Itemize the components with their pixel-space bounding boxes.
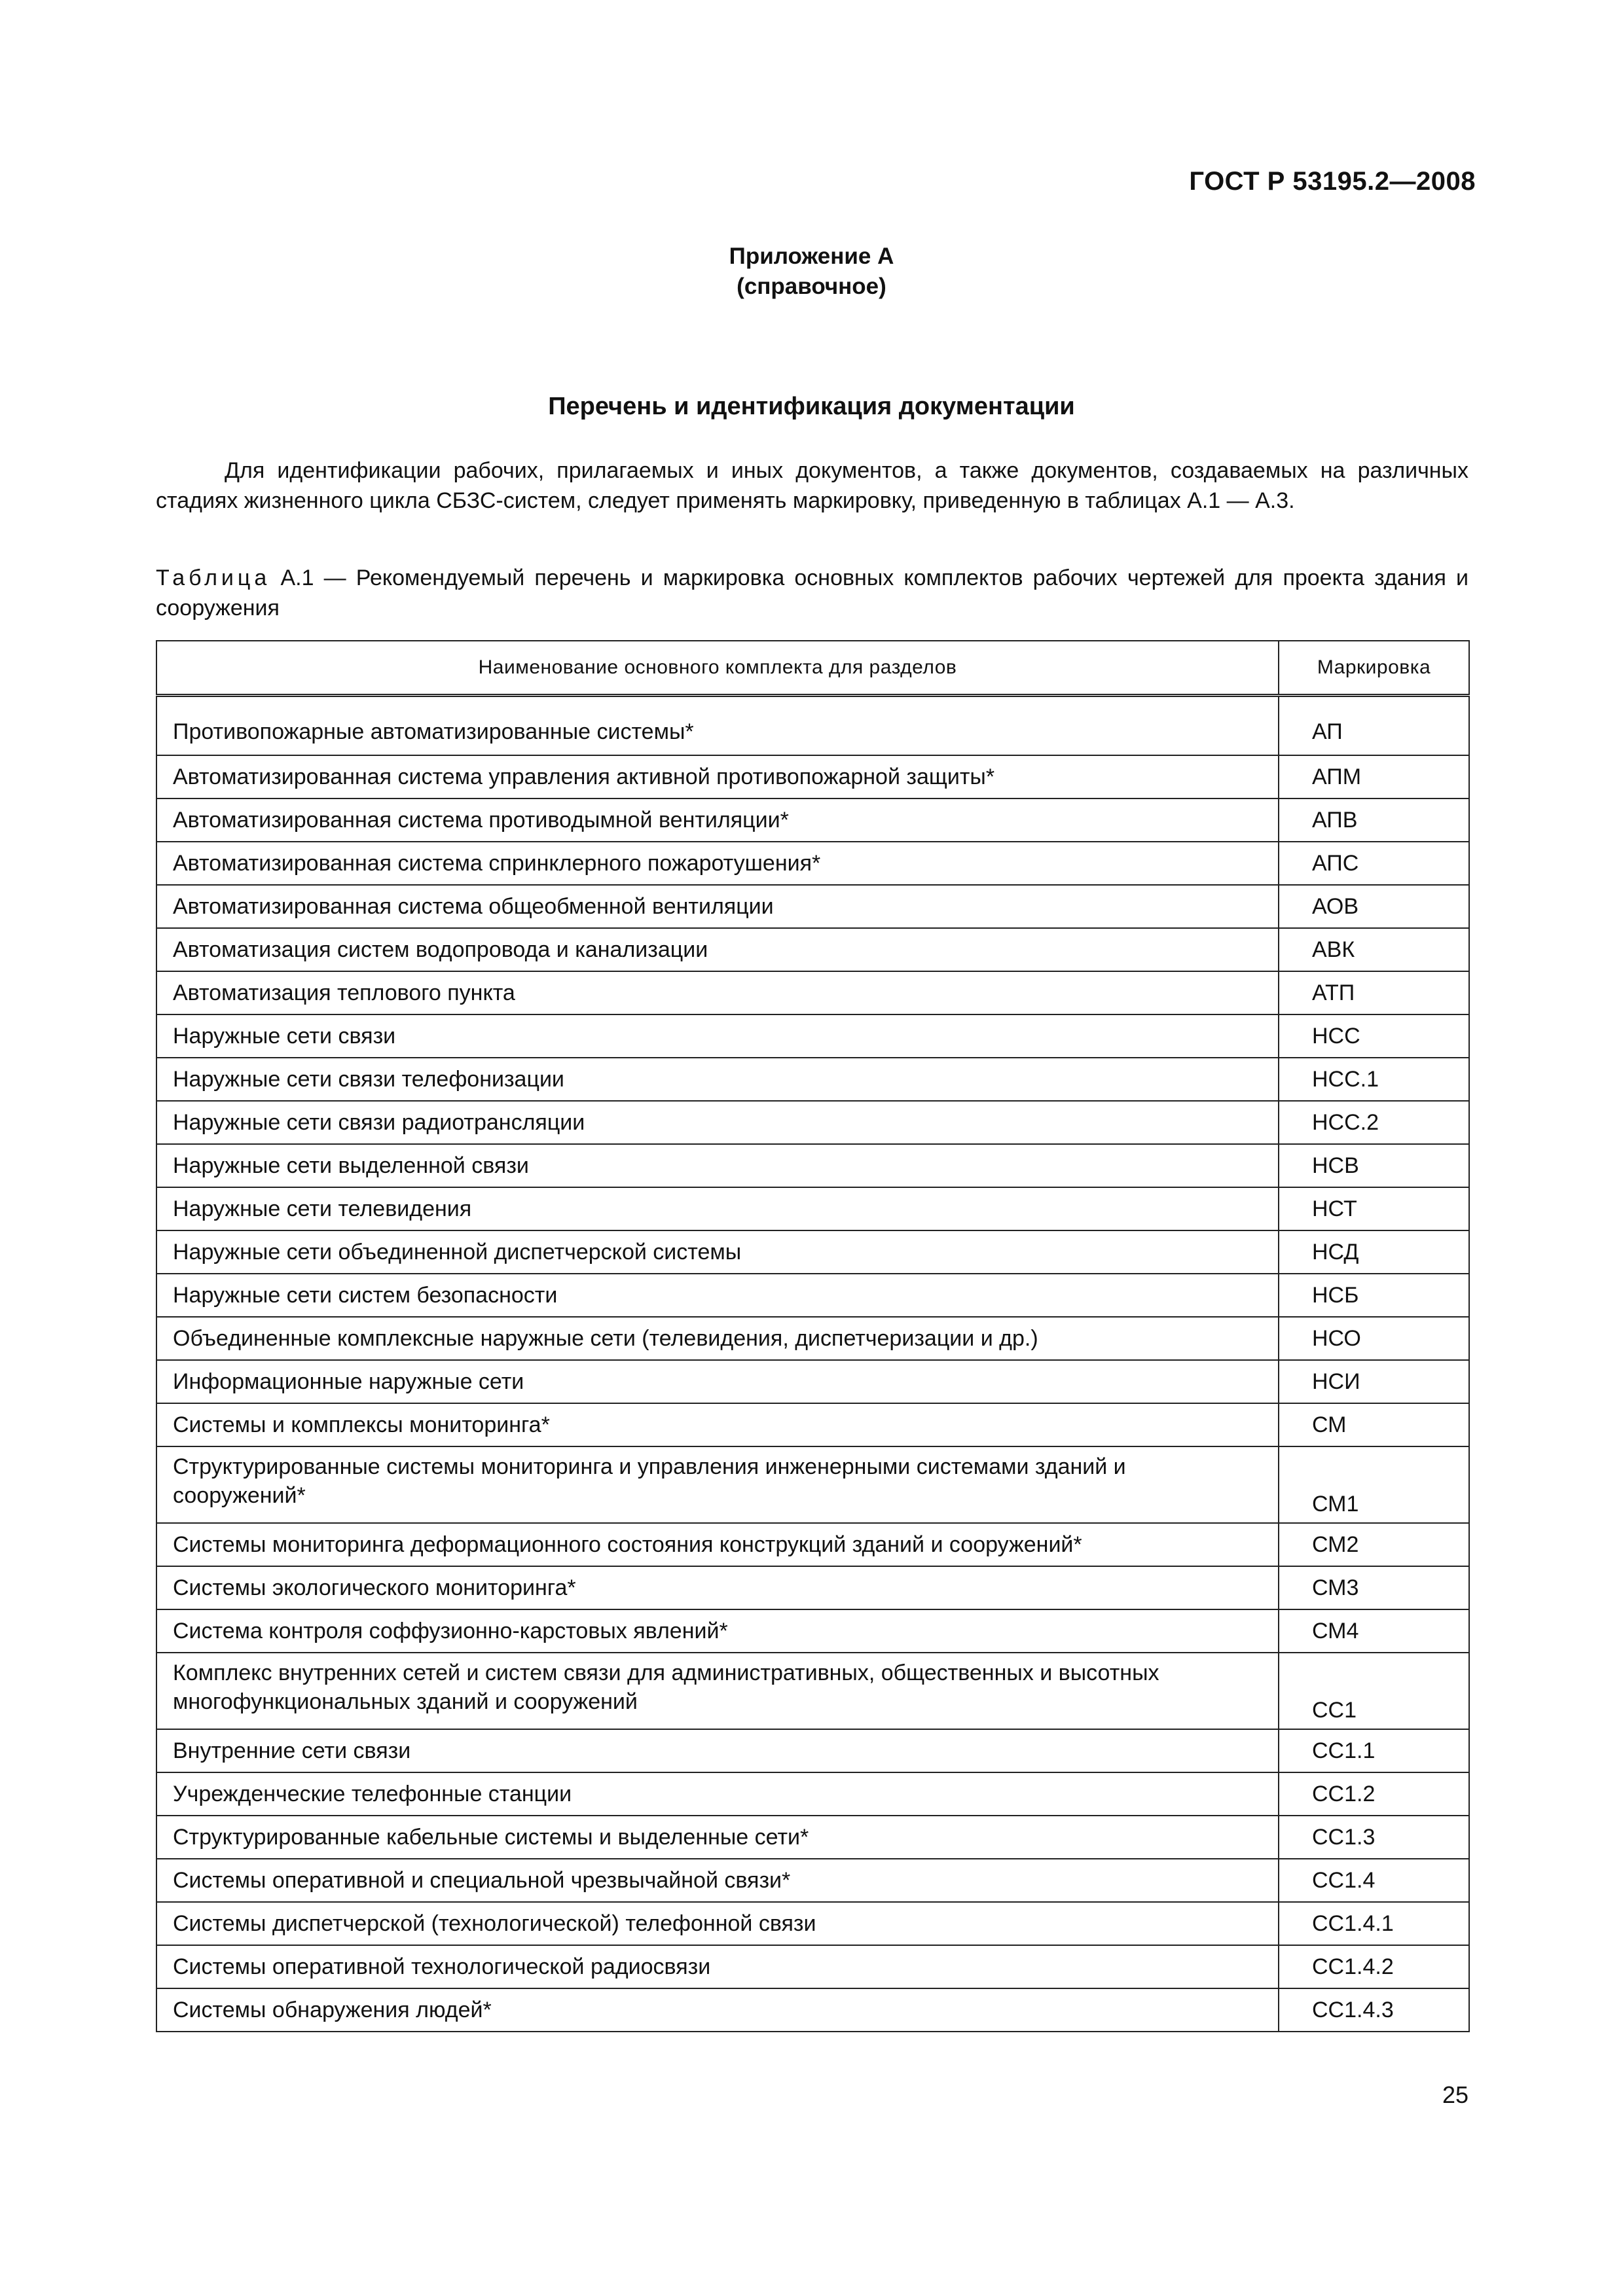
row-code-cell: СМ2 bbox=[1279, 1523, 1469, 1566]
row-code-cell: СС1.4 bbox=[1279, 1859, 1469, 1902]
table-row bbox=[156, 1403, 1469, 1446]
row-name-cell: Наружные сети связи bbox=[156, 1014, 1279, 1058]
row-code-cell: СС1.4.3 bbox=[1279, 1988, 1469, 2032]
row-name-cell: Структурированные системы мониторинга и управления инженерными системами зданий и сооружений* bbox=[156, 1446, 1279, 1523]
row-code-cell: СМ bbox=[1279, 1403, 1469, 1446]
row-code-cell: НСТ bbox=[1279, 1187, 1469, 1230]
table-row bbox=[156, 971, 1469, 1014]
row-name-cell: Системы мониторинга деформационного состояния конструкций зданий и сооружений* bbox=[156, 1523, 1279, 1566]
row-name-cell: Внутренние сети связи bbox=[156, 1729, 1279, 1772]
table-row bbox=[156, 885, 1469, 928]
row-code-cell: АОВ bbox=[1279, 885, 1469, 928]
table-row bbox=[156, 1902, 1469, 1945]
row-name-cell: Комплекс внутренних сетей и систем связи для административных, общественных и высотных многофункциональных зданий и сооружений bbox=[156, 1653, 1279, 1729]
row-name-cell: Системы и комплексы мониторинга* bbox=[156, 1403, 1279, 1446]
row-name-cell: Структурированные кабельные системы и выделенные сети* bbox=[156, 1816, 1279, 1859]
row-name-cell: Объединенные комплексные наружные сети (телевидения, диспетчеризации и др.) bbox=[156, 1317, 1279, 1360]
row-name-cell: Системы обнаружения людей* bbox=[156, 1988, 1279, 2032]
row-code-cell: АПВ bbox=[1279, 798, 1469, 842]
row-code-cell: АП bbox=[1279, 696, 1469, 756]
row-name-cell: Системы диспетчерской (технологической) телефонной связи bbox=[156, 1902, 1279, 1945]
row-code-cell: СС1 bbox=[1279, 1653, 1469, 1729]
row-name-cell: Информационные наружные сети bbox=[156, 1360, 1279, 1403]
row-code-cell: НСО bbox=[1279, 1317, 1469, 1360]
table-row bbox=[156, 1988, 1469, 2032]
column-header-name: Наименование основного комплекта для разделов bbox=[156, 641, 1279, 696]
row-code-cell: СМ4 bbox=[1279, 1609, 1469, 1653]
intro-paragraph: Для идентификации рабочих, прилагаемых и иных документов, а также документов, создаваемых на различных стадиях жизненного цикла СБЗС-систем, следует применять маркировку, приведенную в таблицах А.1 — А.3. bbox=[156, 458, 1468, 513]
row-code-cell: СС1.4.1 bbox=[1279, 1902, 1469, 1945]
row-code-cell: НСИ bbox=[1279, 1360, 1469, 1403]
table-header-row bbox=[156, 641, 1469, 696]
row-code-cell: СС1.1 bbox=[1279, 1729, 1469, 1772]
table-row bbox=[156, 1317, 1469, 1360]
row-name-cell: Наружные сети связи телефонизации bbox=[156, 1058, 1279, 1101]
row-name-cell: Системы оперативной и специальной чрезвычайной связи* bbox=[156, 1859, 1279, 1902]
row-code-cell: АПС bbox=[1279, 842, 1469, 885]
column-header-code: Маркировка bbox=[1279, 641, 1469, 696]
row-name-cell: Наружные сети телевидения bbox=[156, 1187, 1279, 1230]
row-code-cell: НСС bbox=[1279, 1014, 1469, 1058]
table-row bbox=[156, 1523, 1469, 1566]
row-code-cell: АТП bbox=[1279, 971, 1469, 1014]
row-code-cell: АВК bbox=[1279, 928, 1469, 971]
table-row bbox=[156, 755, 1469, 798]
table-caption-text: А.1 — Рекомендуемый перечень и маркировка основных комплектов рабочих чертежей для проекта здания и сооружения bbox=[156, 565, 1468, 620]
row-name-cell: Автоматизированная система спринклерного пожаротушения* bbox=[156, 842, 1279, 885]
table-body bbox=[156, 696, 1469, 2032]
row-name-cell: Автоматизация теплового пункта bbox=[156, 971, 1279, 1014]
documentation-table bbox=[156, 640, 1470, 2032]
row-code-cell: СС1.4.2 bbox=[1279, 1945, 1469, 1988]
page-number: 25 bbox=[1442, 2081, 1468, 2108]
row-name-cell: Автоматизированная система общеобменной вентиляции bbox=[156, 885, 1279, 928]
row-code-cell: СС1.2 bbox=[1279, 1772, 1469, 1816]
table-row bbox=[156, 1014, 1469, 1058]
table-caption-label: Таблица bbox=[156, 565, 271, 590]
row-name-cell: Учрежденческие телефонные станции bbox=[156, 1772, 1279, 1816]
section-title: Перечень и идентификация документации bbox=[548, 393, 1075, 420]
table-row bbox=[156, 1772, 1469, 1816]
table-row bbox=[156, 1566, 1469, 1609]
row-name-cell: Наружные сети выделенной связи bbox=[156, 1144, 1279, 1187]
table-caption bbox=[156, 563, 1468, 623]
table-row bbox=[156, 1945, 1469, 1988]
row-name-cell: Автоматизированная система противодымной вентиляции* bbox=[156, 798, 1279, 842]
table-row bbox=[156, 1274, 1469, 1317]
row-name-cell: Наружные сети систем безопасности bbox=[156, 1274, 1279, 1317]
table-row bbox=[156, 798, 1469, 842]
row-code-cell: НСВ bbox=[1279, 1144, 1469, 1187]
appendix-type: (справочное) bbox=[737, 274, 886, 299]
row-code-cell: НСС.2 bbox=[1279, 1101, 1469, 1144]
row-name-cell: Система контроля соффузионно-карстовых явлений* bbox=[156, 1609, 1279, 1653]
table-row bbox=[156, 1653, 1469, 1729]
row-name-cell: Системы оперативной технологической радиосвязи bbox=[156, 1945, 1279, 1988]
row-name-cell: Системы экологического мониторинга* bbox=[156, 1566, 1279, 1609]
table-row bbox=[156, 1816, 1469, 1859]
table-row bbox=[156, 1230, 1469, 1274]
row-code-cell: НСД bbox=[1279, 1230, 1469, 1274]
table-row bbox=[156, 928, 1469, 971]
row-code-cell: НСБ bbox=[1279, 1274, 1469, 1317]
row-code-cell: СС1.3 bbox=[1279, 1816, 1469, 1859]
table-row bbox=[156, 1360, 1469, 1403]
table-row bbox=[156, 842, 1469, 885]
table-row bbox=[156, 696, 1469, 756]
table-row bbox=[156, 1144, 1469, 1187]
row-name-cell: Наружные сети объединенной диспетчерской системы bbox=[156, 1230, 1279, 1274]
row-code-cell: НСС.1 bbox=[1279, 1058, 1469, 1101]
table-row bbox=[156, 1101, 1469, 1144]
table-row bbox=[156, 1058, 1469, 1101]
table-row bbox=[156, 1187, 1469, 1230]
appendix-title: Приложение А bbox=[729, 243, 894, 269]
table-row bbox=[156, 1859, 1469, 1902]
row-name-cell: Автоматизированная система управления активной противопожарной защиты* bbox=[156, 755, 1279, 798]
table-row bbox=[156, 1729, 1469, 1772]
row-code-cell: СМ3 bbox=[1279, 1566, 1469, 1609]
document-code: ГОСТ Р 53195.2—2008 bbox=[1189, 167, 1476, 196]
table-row bbox=[156, 1609, 1469, 1653]
table-row bbox=[156, 1446, 1469, 1523]
row-name-cell: Наружные сети связи радиотрансляции bbox=[156, 1101, 1279, 1144]
row-code-cell: АПМ bbox=[1279, 755, 1469, 798]
row-name-cell: Противопожарные автоматизированные системы* bbox=[156, 696, 1279, 756]
row-name-cell: Автоматизация систем водопровода и канализации bbox=[156, 928, 1279, 971]
row-code-cell: СМ1 bbox=[1279, 1446, 1469, 1523]
